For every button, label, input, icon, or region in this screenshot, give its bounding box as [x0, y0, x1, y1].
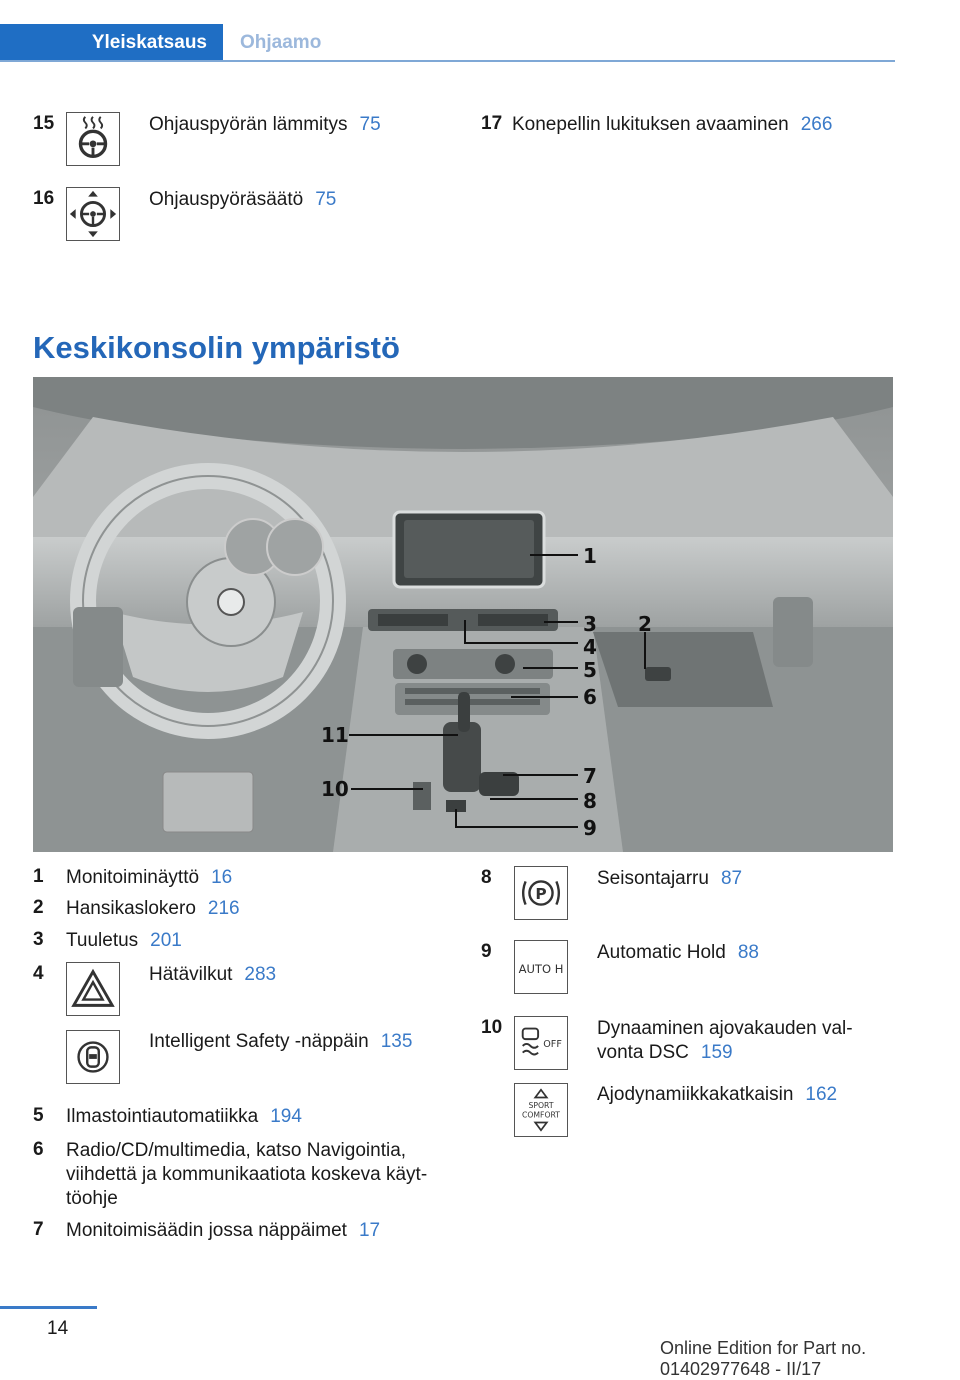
item-label: Tuuletus: [66, 930, 139, 951]
item-number: 3: [33, 929, 44, 950]
page-ref[interactable]: 87: [720, 868, 743, 889]
driving-dynamics-icon-text: SPORT: [528, 1101, 554, 1111]
dashboard-drawing: [33, 377, 893, 852]
page-ref[interactable]: 16: [211, 867, 233, 888]
center-console-illustration: [33, 377, 893, 852]
callout-9: 9: [583, 816, 597, 840]
item-label: Ohjauspyörän lämmitys: [149, 114, 348, 135]
callout-6: 6: [583, 685, 597, 709]
item-text: [597, 867, 742, 891]
page-ref[interactable]: 75: [315, 189, 337, 210]
item-text: [149, 963, 276, 987]
item-label-line: töohje: [66, 1188, 118, 1209]
item-label: Seisontajarru: [597, 868, 709, 889]
item-number: 8: [481, 867, 492, 888]
callout-2: 2: [638, 612, 652, 636]
item-text: [149, 113, 381, 137]
item-number: 6: [33, 1139, 44, 1160]
item-label: Konepellin lukituksen avaaminen: [512, 114, 789, 135]
dsc-off-icon: [514, 1016, 568, 1070]
auto-hold-icon: [514, 940, 568, 994]
item-text: [66, 1105, 302, 1129]
driving-dynamics-icon-text: COMFORT: [521, 1110, 561, 1120]
item-number: 4: [33, 963, 44, 984]
intelligent-safety-icon: [66, 1030, 120, 1084]
header-tabs: [0, 24, 895, 62]
item-label: Ohjauspyöräsäätö: [149, 189, 304, 210]
page-number: 14: [47, 1318, 69, 1339]
item-label: Monitoiminäyttö: [66, 867, 200, 888]
item-label: Automatic Hold: [597, 942, 726, 963]
item-text: [149, 1030, 412, 1054]
page-ref[interactable]: 17: [358, 1220, 381, 1241]
item-text: [512, 113, 832, 137]
page-ref[interactable]: 88: [737, 942, 759, 963]
item-text: [66, 929, 182, 953]
footer-rule: [0, 1306, 97, 1309]
callout-1: 1: [583, 544, 597, 568]
item-number: 2: [33, 897, 44, 918]
item-number: 7: [33, 1219, 44, 1240]
callout-4: 4: [583, 635, 597, 659]
tab-ohjaamo[interactable]: Ohjaamo: [240, 32, 322, 53]
hazard-warning-icon: [66, 962, 120, 1016]
page-ref[interactable]: 162: [805, 1084, 838, 1105]
callout-3: 3: [583, 612, 597, 636]
page-ref[interactable]: 75: [359, 114, 381, 135]
item-text: [597, 1083, 837, 1107]
item-text-multiline: [66, 1139, 427, 1211]
header-rule: [0, 60, 895, 62]
parking-brake-icon: [514, 866, 568, 920]
callout-8: 8: [583, 789, 597, 813]
item-label: Ajodynamiikkakatkaisin: [597, 1084, 794, 1105]
steering-wheel-heating-icon: [66, 112, 120, 166]
item-text: [597, 941, 759, 965]
page-ref[interactable]: 216: [207, 898, 240, 919]
item-number: 17: [481, 113, 503, 134]
item-label: Ilmastointiautomatiikka: [66, 1106, 259, 1127]
item-label-line: Radio/CD/multimedia, katso Navigointia,: [66, 1140, 407, 1161]
item-text-multiline: [597, 1017, 853, 1065]
page-ref[interactable]: 283: [244, 964, 277, 985]
item-label-line: viihdettä ja kommunikaatiota koskeva käyt-: [66, 1164, 428, 1185]
page-ref[interactable]: 194: [270, 1106, 302, 1127]
item-text: [66, 1219, 380, 1243]
item-text: [66, 897, 240, 921]
page-ref[interactable]: 135: [380, 1031, 413, 1052]
item-label-line: Dynaaminen ajovakauden val-: [597, 1018, 853, 1039]
callout-7: 7: [583, 764, 597, 788]
item-number: 1: [33, 866, 44, 887]
item-number: 9: [481, 941, 492, 962]
item-label: Monitoimisäädin jossa näppäimet: [66, 1220, 347, 1241]
item-text: [149, 188, 336, 212]
page-ref[interactable]: 201: [150, 930, 182, 951]
item-label-line: vonta DSC: [597, 1042, 689, 1063]
tab-yleiskatsaus[interactable]: Yleiskatsaus: [0, 24, 223, 62]
steering-wheel-adjust-icon: [66, 187, 120, 241]
item-number: 10: [481, 1017, 503, 1038]
dsc-off-icon-text: OFF: [543, 1038, 562, 1050]
callout-10: 10: [321, 777, 349, 801]
item-number: 15: [33, 113, 55, 134]
item-label: Hansikaslokero: [66, 898, 196, 919]
item-text: [66, 866, 232, 890]
item-number: 16: [33, 188, 55, 209]
item-number: 5: [33, 1105, 44, 1126]
page-ref[interactable]: 159: [700, 1042, 733, 1063]
driving-dynamics-icon: [514, 1083, 568, 1137]
item-label: Intelligent Safety -näppäin: [149, 1031, 369, 1052]
edition-note: Online Edition for Part no. 01402977648 - II/17: [660, 1338, 867, 1379]
auto-hold-icon-text: AUTO H: [518, 961, 564, 976]
page-ref[interactable]: 266: [800, 114, 833, 135]
callout-11: 11: [321, 723, 349, 747]
callout-5: 5: [583, 658, 597, 682]
svg-text:P: P: [535, 884, 547, 903]
item-label: Hätävilkut: [149, 964, 233, 985]
section-title: Keskikonsolin ympäristö: [33, 330, 400, 365]
